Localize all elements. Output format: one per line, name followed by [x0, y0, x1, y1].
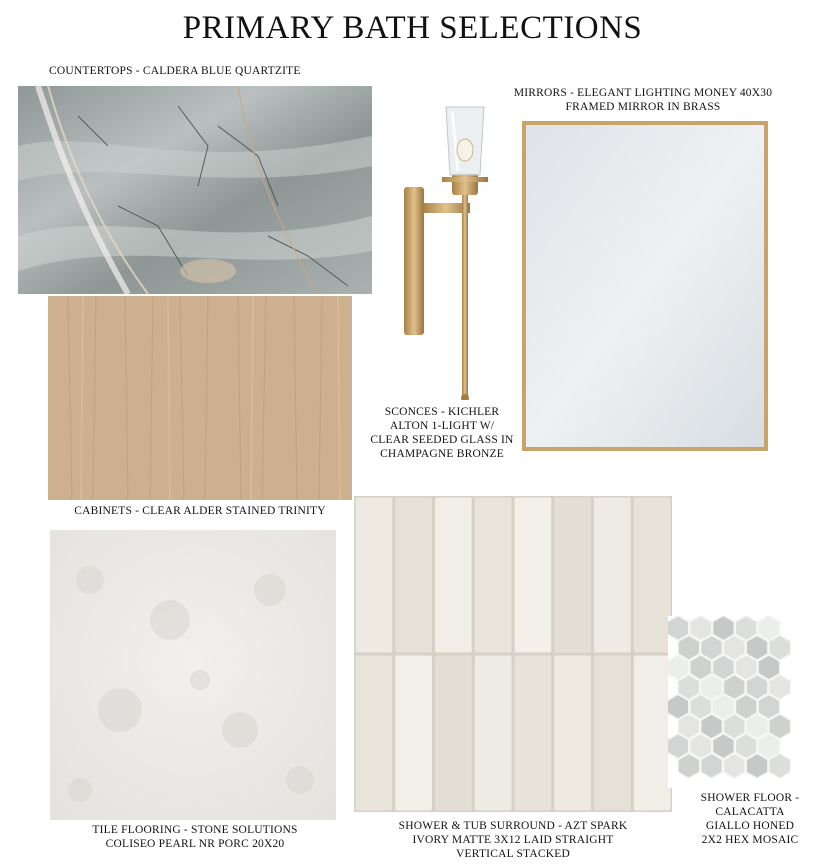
shower-floor-caption-line: SHOWER FLOOR - — [700, 792, 800, 804]
mirrors-caption — [480, 86, 806, 114]
page-title: PRIMARY BATH SELECTIONS — [182, 10, 643, 46]
zellige-tile — [634, 498, 671, 653]
tile-flooring-caption-line: TILE FLOORING - STONE SOLUTIONS — [92, 824, 298, 836]
shower-surround-caption-line: IVORY MATTE 3X12 LAID STRAIGHT — [412, 834, 614, 846]
cabinet-alder-swatch — [48, 296, 352, 500]
zellige-tile — [395, 656, 432, 811]
zellige-tile — [356, 656, 393, 811]
zellige-tile — [435, 656, 472, 811]
hex-tile — [746, 753, 768, 778]
zellige-tile — [356, 498, 393, 653]
countertops-caption — [20, 64, 389, 78]
mirrors-caption-line: MIRRORS - ELEGANT LIGHTING MONEY 40X30 — [513, 87, 773, 99]
zellige-tile — [435, 498, 472, 653]
framed-mirror-brass — [521, 120, 769, 452]
shower-floor-caption — [680, 791, 820, 847]
shower-floor-caption-line: GIALLO HONED — [705, 820, 795, 832]
shower-surround-caption-line: VERTICAL STACKED — [456, 848, 570, 860]
sconce-light-fixture — [398, 105, 504, 400]
zellige-tile — [475, 656, 512, 811]
sconces-caption — [352, 405, 532, 461]
zellige-tile — [395, 498, 432, 653]
tile-flooring-caption-line: COLISEO PEARL NR PORC 20X20 — [105, 838, 285, 850]
shower-floor-caption-line: CALACATTA — [715, 806, 785, 818]
zellige-tile — [634, 656, 671, 811]
hex-tile — [701, 753, 723, 778]
mirrors-caption-line: FRAMED MIRROR IN BRASS — [565, 101, 721, 113]
sconces-caption-line: CHAMPAGNE BRONZE — [380, 448, 504, 460]
cabinets-caption — [50, 504, 350, 518]
shower-floor-hex-mosaic-swatch — [668, 616, 800, 788]
cabinets-caption-line: CABINETS - CLEAR ALDER STAINED TRINITY — [74, 505, 326, 517]
sconces-caption-line: SCONCES - KICHLER — [384, 406, 500, 418]
zellige-tile — [515, 498, 552, 653]
hex-tile — [769, 753, 791, 778]
tile-flooring-caption — [30, 823, 360, 851]
zellige-tile — [554, 498, 591, 653]
hex-tile — [678, 753, 700, 778]
shower-surround-caption — [350, 819, 676, 861]
shower-surround-caption-line: SHOWER & TUB SURROUND - AZT SPARK — [398, 820, 628, 832]
zellige-tile — [515, 656, 552, 811]
hex-tile — [724, 753, 746, 778]
sconces-caption-line: ALTON 1-LIGHT W/ — [389, 420, 495, 432]
shower-floor-caption-line: 2X2 HEX MOSAIC — [701, 834, 799, 846]
floor-tile-porcelain-swatch — [50, 530, 336, 820]
zellige-tile — [475, 498, 512, 653]
zellige-tile — [554, 656, 591, 811]
zellige-tile — [594, 656, 631, 811]
shower-surround-tile-swatch — [354, 496, 672, 812]
countertop-quartzite-swatch — [18, 86, 372, 294]
zellige-tile — [594, 498, 631, 653]
countertops-caption-line: COUNTERTOPS - CALDERA BLUE QUARTZITE — [49, 65, 301, 77]
sconces-caption-line: CLEAR SEEDED GLASS IN — [370, 434, 514, 446]
